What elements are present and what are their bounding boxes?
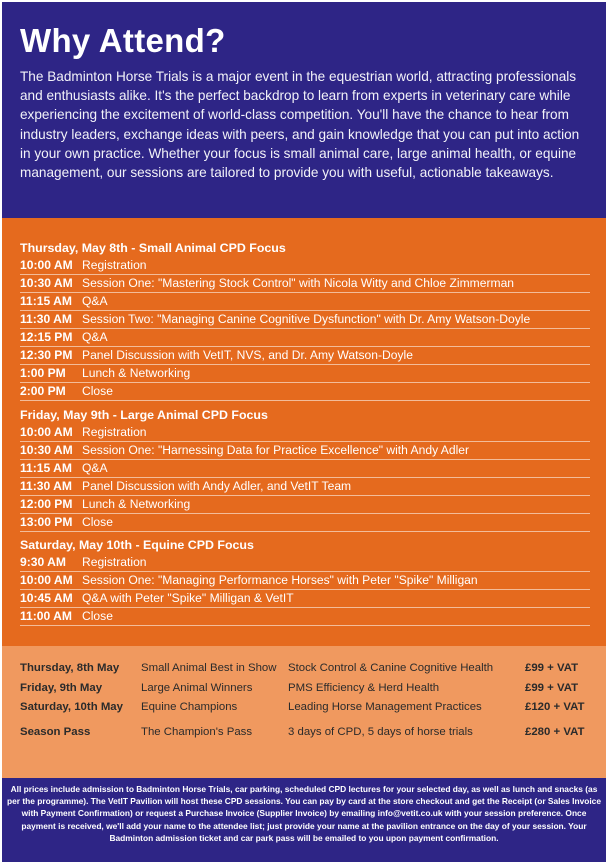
session-desc: Lunch & Networking xyxy=(82,366,191,380)
session-desc: Session One: "Harnessing Data for Practice Excellence" with Andy Adler xyxy=(82,443,470,457)
schedule-row xyxy=(20,275,590,293)
schedule-row xyxy=(20,365,590,383)
schedule-row xyxy=(20,383,590,401)
session-desc: Session Two: "Managing Canine Cognitive Dysfunction" with Dr. Amy Watson-Doyle xyxy=(82,312,531,326)
session-time: 12:15 PM xyxy=(20,330,73,344)
price-amount: £99 + VAT xyxy=(525,662,579,674)
session-desc: Q&A xyxy=(82,461,108,475)
price-row xyxy=(20,658,590,678)
session-time: 10:30 AM xyxy=(20,276,73,290)
session-time: 11:00 AM xyxy=(20,609,72,623)
schedule-row xyxy=(20,572,590,590)
price-row xyxy=(20,678,590,698)
session-time: 2:00 PM xyxy=(20,384,66,398)
session-time: 13:00 PM xyxy=(20,515,73,529)
schedule-section xyxy=(2,218,606,646)
session-time: 11:15 AM xyxy=(20,461,72,475)
session-time: 10:30 AM xyxy=(20,443,73,457)
why-attend-body: The Badminton Horse Trials is a major event in the equestrian world, attracting professionals and enthusiasts alike. It's the perfect backdrop to learn from experts in veterinary care while experiencing the excitement of world-class competition. You'll have the chance to hear from industry leaders, exchange ideas with peers, and gain knowledge that you can put into action in your own practice. Whether your focus is small animal care, large animal health, or equine management, our sessions are tailored to provide you with useful, actionable takeaways. xyxy=(20,69,580,181)
schedule-row xyxy=(20,347,590,365)
day-title: Thursday, May 8th - Small Animal CPD Focus xyxy=(20,241,286,255)
price-competition: Large Animal Winners xyxy=(141,682,253,694)
day-block-friday xyxy=(20,407,590,532)
session-time: 10:00 AM xyxy=(20,573,73,587)
schedule-row xyxy=(20,311,590,329)
session-time: 11:30 AM xyxy=(20,479,72,493)
price-day: Saturday, 10th May xyxy=(20,701,123,713)
terms-footer xyxy=(2,778,606,862)
schedule-row xyxy=(20,424,590,442)
price-row xyxy=(20,697,590,717)
day-block-thursday xyxy=(20,240,590,401)
flyer-page xyxy=(2,2,606,862)
price-topics: PMS Efficiency & Herd Health xyxy=(288,682,440,694)
price-topics: 3 days of CPD, 5 days of horse trials xyxy=(288,726,473,738)
session-desc: Q&A with Peter "Spike" Milligan & VetIT xyxy=(82,591,294,605)
price-day: Thursday, 8th May xyxy=(20,662,120,674)
session-time: 10:00 AM xyxy=(20,425,73,439)
day-title: Friday, May 9th - Large Animal CPD Focus xyxy=(20,408,268,422)
session-desc: Close xyxy=(82,515,113,529)
schedule-row xyxy=(20,293,590,311)
schedule-row xyxy=(20,514,590,532)
day-block-saturday xyxy=(20,537,590,626)
price-competition: Equine Champions xyxy=(141,701,238,713)
schedule-row xyxy=(20,478,590,496)
schedule-row xyxy=(20,496,590,514)
session-desc: Session One: "Managing Performance Horses" with Peter "Spike" Milligan xyxy=(82,573,478,587)
price-competition: Small Animal Best in Show xyxy=(141,662,277,674)
session-time: 1:00 PM xyxy=(20,366,66,380)
price-topics: Leading Horse Management Practices xyxy=(288,701,482,713)
session-desc: Panel Discussion with VetIT, NVS, and Dr. Amy Watson-Doyle xyxy=(82,348,413,362)
session-desc: Close xyxy=(82,609,113,623)
schedule-row xyxy=(20,257,590,275)
session-desc: Panel Discussion with Andy Adler, and VetIT Team xyxy=(82,479,352,493)
session-desc: Registration xyxy=(82,425,147,439)
price-competition: The Champion's Pass xyxy=(141,726,253,738)
schedule-row xyxy=(20,590,590,608)
session-desc: Close xyxy=(82,384,113,398)
schedule-row xyxy=(20,554,590,572)
session-desc: Lunch & Networking xyxy=(82,497,191,511)
day-title: Saturday, May 10th - Equine CPD Focus xyxy=(20,538,254,552)
session-desc: Registration xyxy=(82,258,147,272)
price-row-season-pass xyxy=(20,722,590,742)
session-time: 12:00 PM xyxy=(20,497,73,511)
session-desc: Registration xyxy=(82,555,147,569)
price-amount: £120 + VAT xyxy=(525,701,585,713)
why-attend-title: Why Attend? xyxy=(20,22,226,59)
session-time: 11:30 AM xyxy=(20,312,72,326)
terms-text: All prices include admission to Badminton Horse Trials, car parking, scheduled CPD lectures for your selected day, as well as lunch and snacks (as per the programme). The VetIT Pavilion will host these CPD sessions. You can pay by card at the store checkout and get the Receipt (or Sales Invoice with Payment Confirmation) or request a Purchase Invoice (Supplier Invoice) by emailing info@vetit.co.uk with your session preference. Once payment is received, we'll add your name to the attendee list; just provide your name at the pavilion entrance on the day of your session. Your Badminton admission ticket and car park pass will be emailed to you upon payment confirmation. xyxy=(6,784,601,843)
session-desc: Q&A xyxy=(82,330,108,344)
session-desc: Q&A xyxy=(82,294,108,308)
schedule-row xyxy=(20,608,590,626)
session-desc: Session One: "Mastering Stock Control" with Nicola Witty and Chloe Zimmerman xyxy=(82,276,515,290)
session-time: 10:00 AM xyxy=(20,258,73,272)
price-amount: £280 + VAT xyxy=(525,726,585,738)
schedule-row xyxy=(20,460,590,478)
session-time: 11:15 AM xyxy=(20,294,72,308)
why-attend-section xyxy=(2,2,606,218)
price-day: Friday, 9th May xyxy=(20,682,103,694)
schedule-row xyxy=(20,442,590,460)
price-topics: Stock Control & Canine Cognitive Health xyxy=(288,662,494,674)
schedule-row xyxy=(20,329,590,347)
pricing-section xyxy=(2,646,606,778)
session-time: 9:30 AM xyxy=(20,555,66,569)
session-time: 12:30 PM xyxy=(20,348,73,362)
price-amount: £99 + VAT xyxy=(525,682,579,694)
price-day: Season Pass xyxy=(20,726,91,738)
session-time: 10:45 AM xyxy=(20,591,73,605)
